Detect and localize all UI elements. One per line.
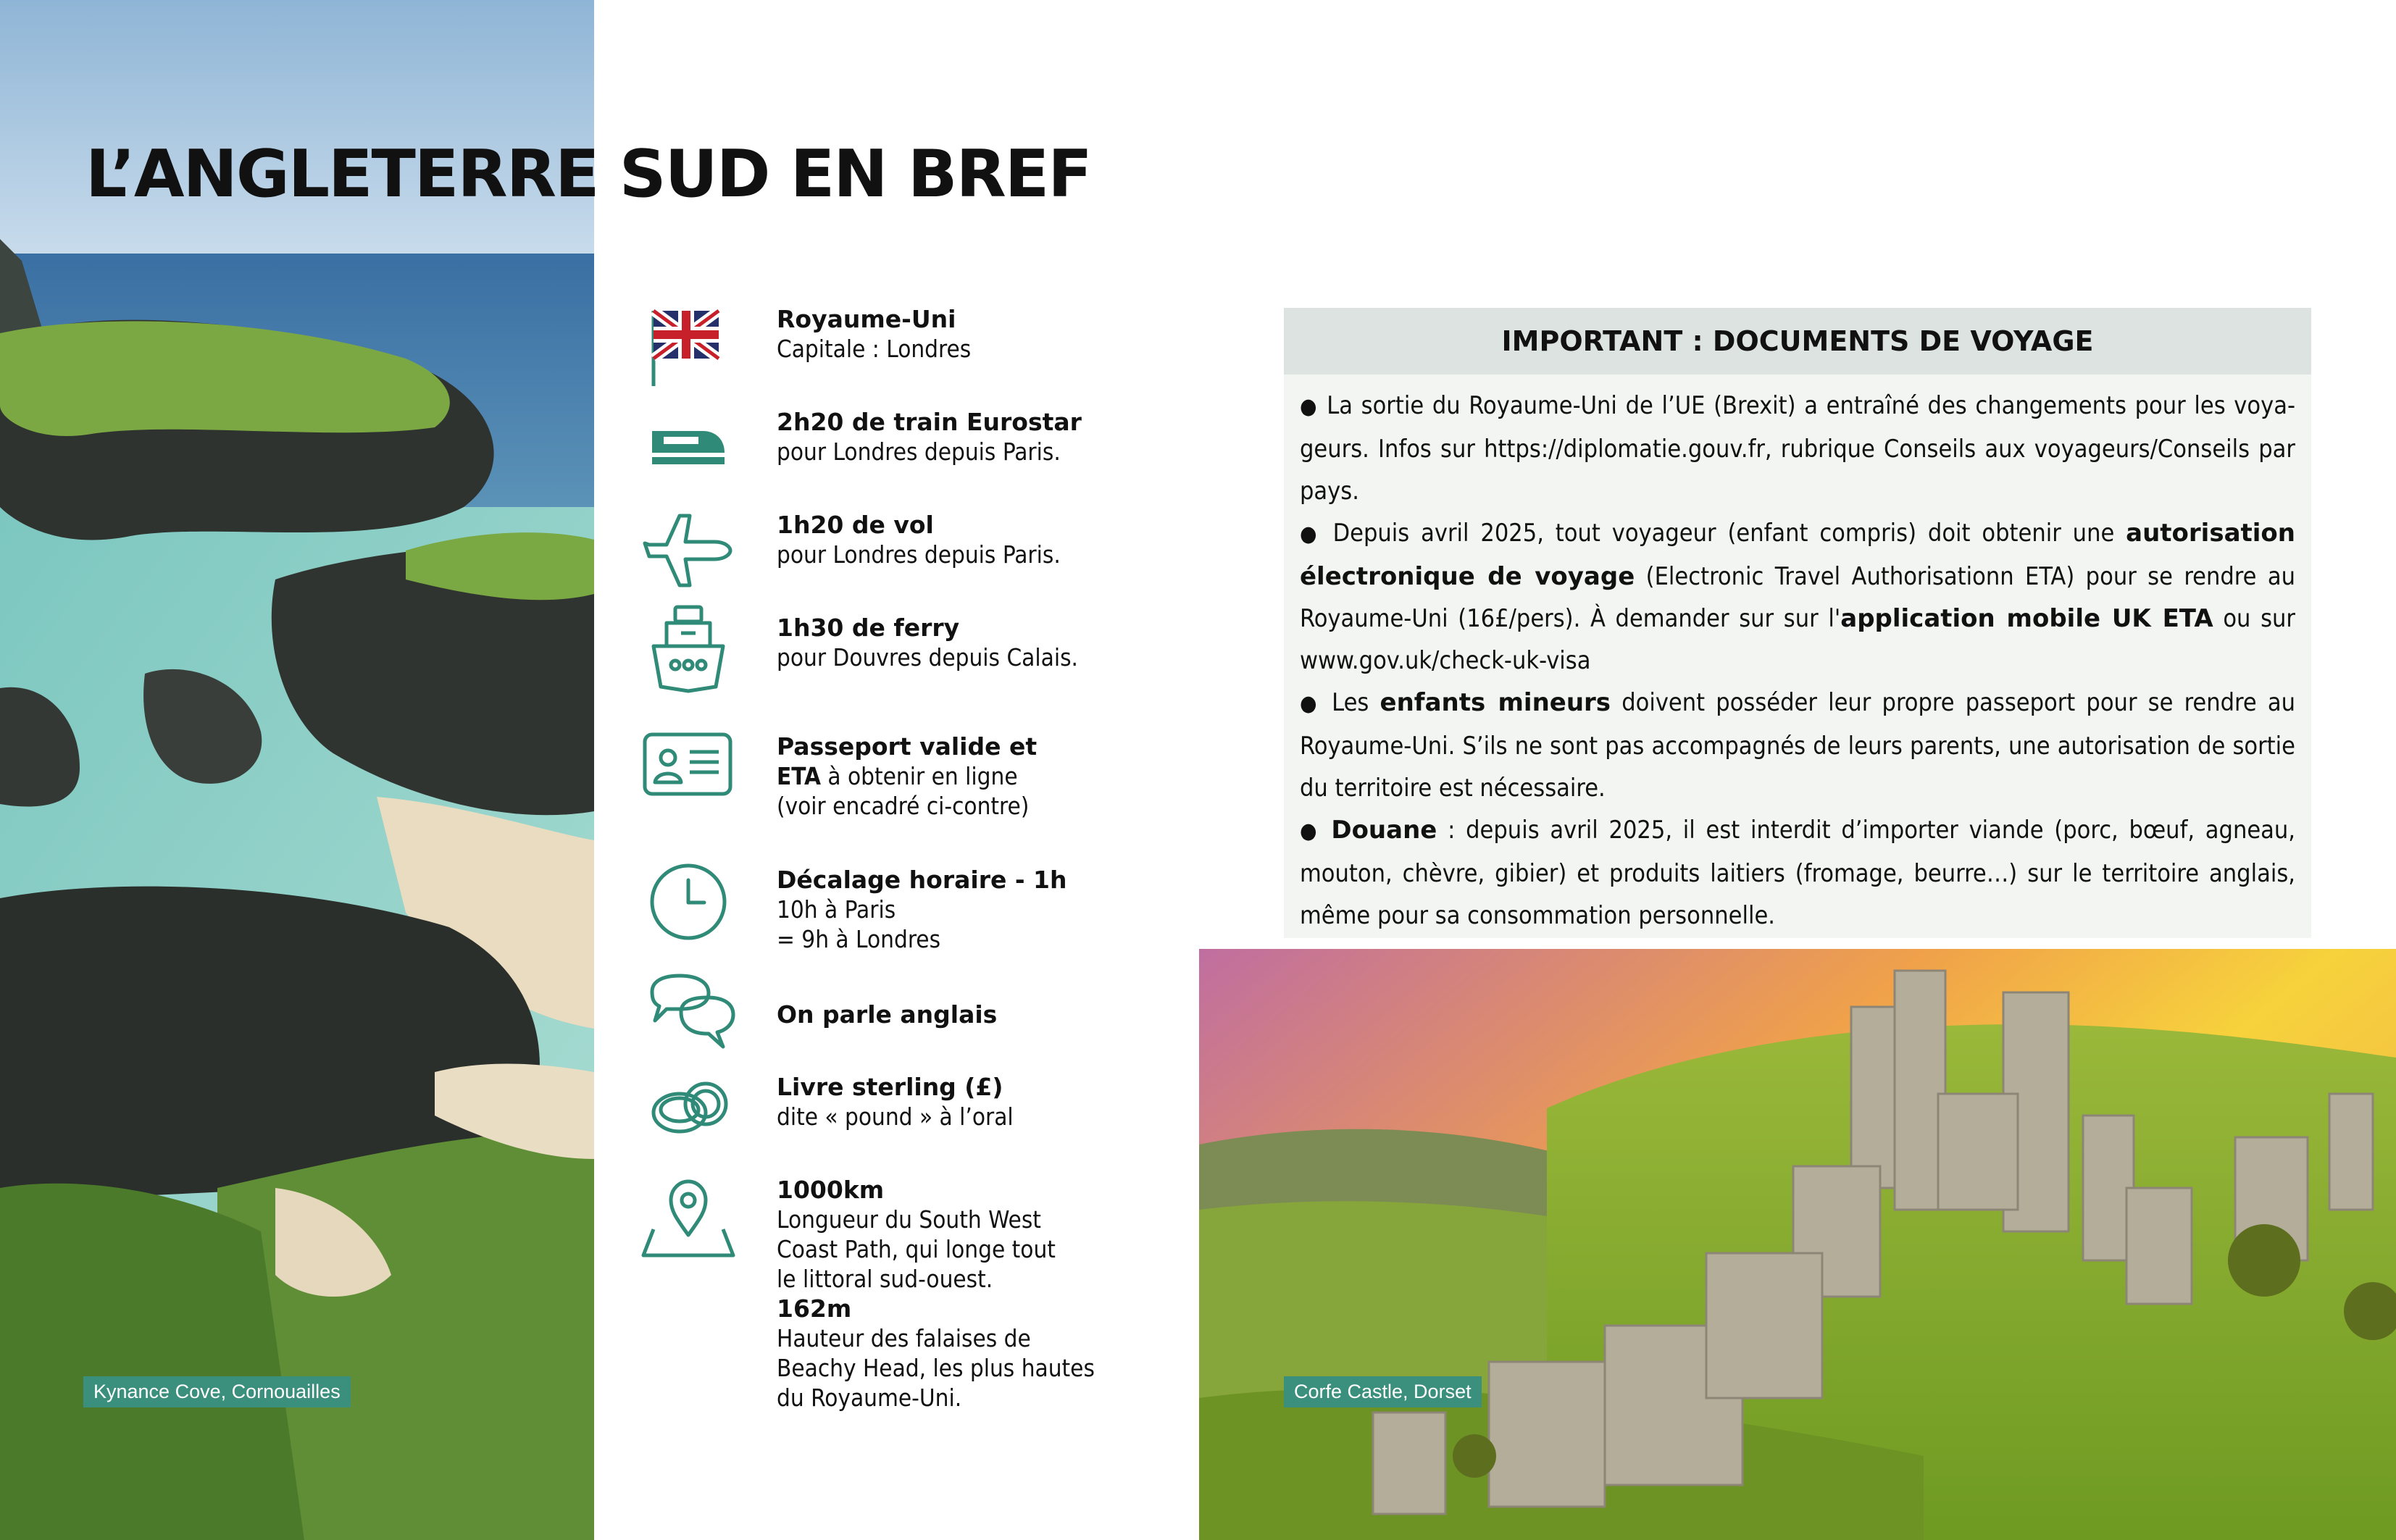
fact-train-title: 2h20 de train Eurostar: [777, 408, 1082, 436]
speech-bubbles-icon: [638, 967, 739, 1061]
fact-language-title: On parle anglais: [777, 1000, 998, 1029]
fact-cliffs-line-2: Beachy Head, les plus hautes: [777, 1354, 1095, 1382]
kynance-cove-photo: [0, 0, 594, 1540]
important-box-header: IMPORTANT : DOCUMENTS DE VOYAGE: [1284, 308, 2311, 374]
fact-passport-online: à obtenir en ligne: [820, 762, 1018, 790]
map-pin-icon: [638, 1170, 739, 1264]
bullet-icon: ●: [1300, 394, 1319, 419]
important-paragraph-customs: [1300, 809, 2295, 937]
fact-plane: [777, 510, 1182, 569]
bullet-icon: ●: [1300, 819, 1321, 844]
fact-passport-eta-line: [777, 761, 1182, 791]
fact-currency: [777, 1072, 1182, 1131]
ferry-icon: [638, 601, 739, 695]
fact-coast-path-line-2: Coast Path, qui longe tout: [777, 1235, 1056, 1263]
eta-text-e: ou sur www.gov.uk/check-uk-visa: [1300, 604, 2296, 675]
fact-passport: [777, 732, 1182, 821]
plane-icon: [638, 500, 739, 594]
fact-time-title: Décalage horaire - 1h: [777, 866, 1067, 894]
train-icon: [638, 402, 739, 496]
minors-text-a: Les: [1332, 688, 1380, 717]
fact-cliffs-line-3: du Royaume-Uni.: [777, 1384, 962, 1412]
brexit-text: La sortie du Royaume-Uni de l’UE (Brexit) a entraîné des changements pour les voyageurs. Infos sur https://diplomatie.gouv.fr, rubrique Conseils aux voyageurs/Conseils par pays.: [1300, 391, 2295, 506]
fact-cliffs-line-1: Hauteur des falaises de: [777, 1324, 1031, 1352]
fact-coast-path-line-1: Longueur du South West: [777, 1205, 1041, 1234]
important-paragraph-eta: [1300, 512, 2295, 682]
eta-text-d: application mobile UK ETA: [1840, 604, 2213, 633]
fact-ferry-title: 1h30 de ferry: [777, 614, 960, 642]
minors-text-c: doivent posséder leur propre passeport pour se rendre au Royaume-Uni. S’ils ne sont pas accompagnés de leurs parents, une autorisation de sortie du territoire est nécessaire.: [1300, 688, 2295, 803]
fact-distances: [777, 1175, 1182, 1413]
fact-royaume-uni-capital: Capitale : Londres: [777, 335, 972, 363]
fact-train-detail: pour Londres depuis Paris.: [777, 438, 1061, 466]
important-paragraph-brexit: [1300, 385, 2295, 512]
fact-passport-eta: ETA: [777, 762, 821, 790]
coins-icon: [638, 1065, 739, 1159]
clock-icon: [638, 855, 739, 949]
fact-royaume-uni: [777, 304, 1182, 364]
customs-text-c: : depuis avril 2025, il est interdit d’importer viande (porc, bœuf, agneau, mouton, chèvre, gibier) et produits laitiers (fromage, beurre…) sur le territoire anglais, même pour sa consommation personnelle.: [1300, 816, 2296, 930]
fact-train: [777, 407, 1182, 466]
fact-ferry: [777, 613, 1182, 672]
bullet-icon: ●: [1300, 691, 1321, 716]
eta-text-b: autorisation électronique de voyage: [1300, 519, 2295, 591]
fact-time-london: = 9h à Londres: [777, 925, 941, 953]
fact-coast-path-title: 1000km: [777, 1176, 885, 1204]
passport-card-icon: [638, 724, 739, 819]
fact-plane-title: 1h20 de vol: [777, 511, 934, 539]
fact-plane-detail: pour Londres depuis Paris.: [777, 540, 1061, 569]
eta-text-c: (Electronic Travel Authorisationn ETA) pour se rendre au Royaume-Uni (16£/pers). À demander sur sur l': [1300, 562, 2295, 633]
important-paragraph-minors: [1300, 682, 2295, 809]
fact-royaume-uni-title: Royaume-Uni: [777, 305, 956, 333]
fact-coast-path-line-3: le littoral sud-ouest.: [777, 1265, 993, 1293]
corfe-castle-photo: [1199, 949, 2396, 1540]
fact-cliffs-title: 162m: [777, 1294, 852, 1323]
fact-passport-title: Passeport valide et: [777, 732, 1038, 761]
fact-currency-title: Livre sterling (£): [777, 1073, 1003, 1101]
caption-kynance-cove: Kynance Cove, Cornouailles: [83, 1376, 351, 1407]
fact-passport-note: (voir encadré ci-contre): [777, 792, 1030, 820]
fact-currency-detail: dite « pound » à l’oral: [777, 1102, 1014, 1131]
bullet-icon: ●: [1300, 522, 1322, 547]
important-documents-box: [1284, 308, 2311, 938]
uk-flag-icon: [638, 301, 739, 395]
page-title: L’ANGLETERRE SUD EN BREF: [85, 136, 1091, 212]
fact-time-difference: [777, 865, 1182, 954]
fact-language: [777, 1000, 1182, 1029]
eta-text-a: Depuis avril 2025, tout voyageur (enfant compris) doit obtenir une: [1332, 519, 2126, 548]
caption-corfe-castle: Corfe Castle, Dorset: [1284, 1376, 1482, 1407]
fact-ferry-detail: pour Douvres depuis Calais.: [777, 643, 1078, 671]
customs-text-b: Douane: [1331, 816, 1437, 845]
minors-text-b: enfants mineurs: [1379, 688, 1611, 717]
important-box-body: [1284, 374, 2311, 937]
fact-time-paris: 10h à Paris: [777, 895, 896, 924]
